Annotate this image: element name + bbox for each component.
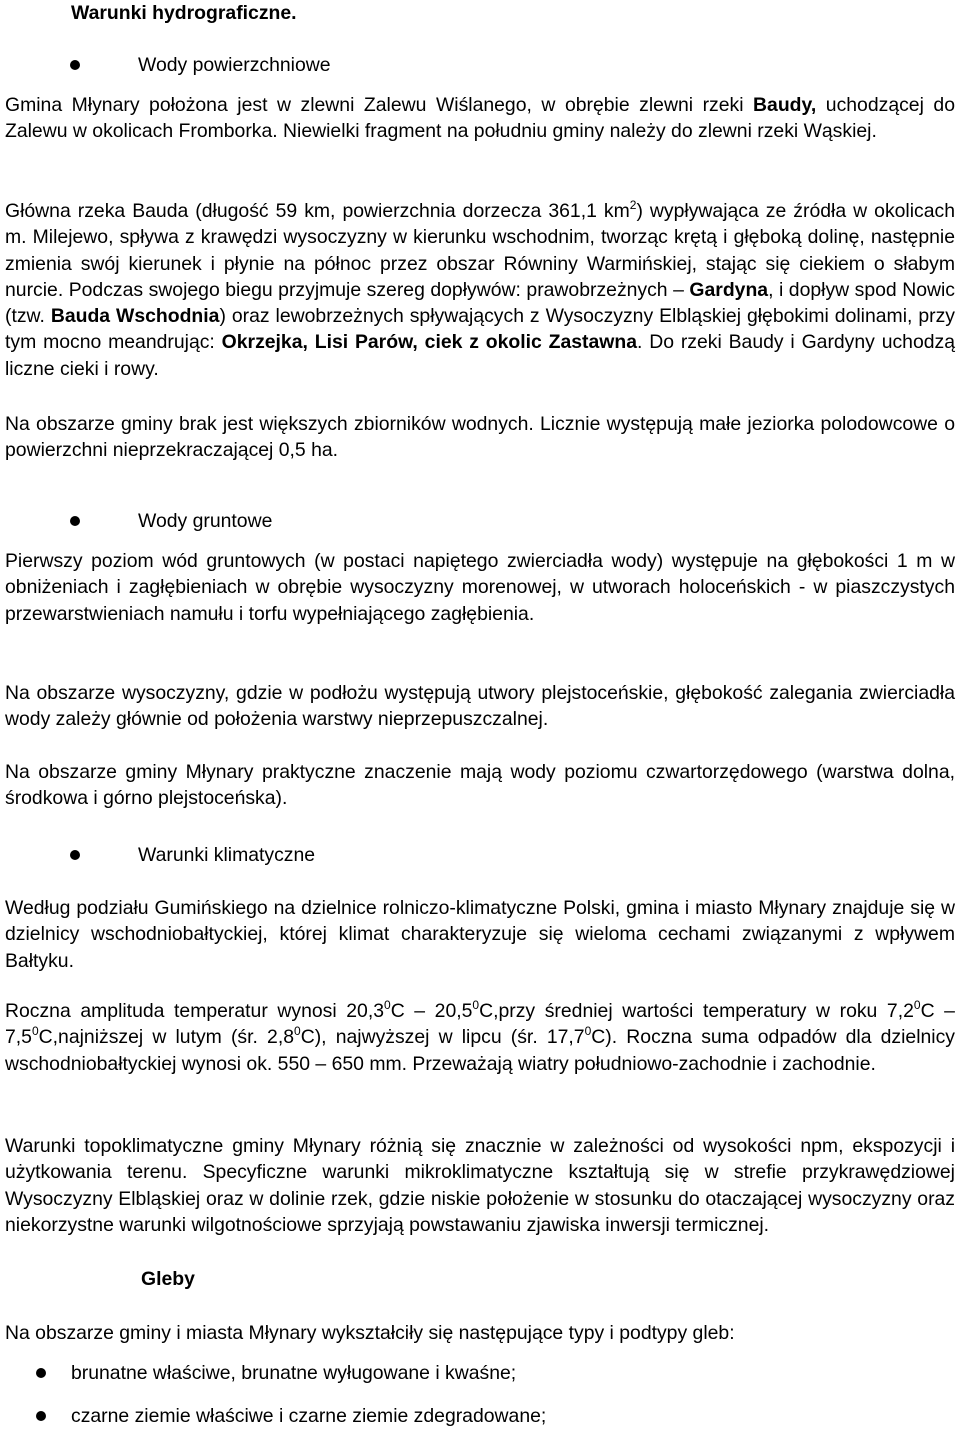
bullet-icon xyxy=(70,850,80,860)
paragraph-surface-water-3: Na obszarze gminy brak jest większych zbiorników wodnych. Licznie występują małe jeziorka polodowcowe o powierzchni nieprzekraczającej 0,5 ha. xyxy=(5,413,955,462)
paragraph-surface-water-2: Główna rzeka Bauda (długość 59 km, powierzchnia dorzecza 361,1 $km^2$) wypływająca ze źródła w okolicach m. Milejewo, spływa z krawędzi wysoczyzny w kierunku wschodnim, tworząc krętą i głęboką dolinę, następnie zmienia swój kierunek i płynie na północ przez obszar Równiny Warmińskiej, stając się ciekiem o słabym nurcie. Podczas swojego biegu przyjmuje szereg dopływów: prawobrzeżnych – Gardyna, i dopływ spod Nowic (tzw. Bauda Wschodnia) oraz lewobrzeżnych spływających z Wysoczyzny Elbląskiej głębokimi dolinami, przy tym mocno meandrując: Okrzejka, Lisi Parów, ciek z okolic Zastawna. Do rzeki Baudy i Gardyny uchodzą liczne cieki i rowy. xyxy=(5,197,956,380)
paragraph-climate-3: Warunki topoklimatyczne gminy Młynary różnią się znacznie w zależności od wysokości npm, ekspozycji i użytkowania terenu. Specyficzne warunki mikroklimatyczne kształtują się w strefie przykrawędziowej Wysoczyzny Elbląskiej oraz w dolinie rzek, gdzie niskie położenie w stosunku do otaczającej wysoczyzny oraz niekorzystne warunki wilgotnościowe sprzyjają powstawaniu zjawiska inwersji termicznej. xyxy=(5,1135,955,1236)
paragraph-climate-1: Według podziału Gumińskiego na dzielnice rolniczo-klimatyczne Polski, gmina i miasto Młynary znajduje się w dzielnicy wschodniobałtyckiej, której klimat charakteryzuje się wieloma cechami związanymi z wpływem Bałtyku. xyxy=(5,897,955,972)
paragraph-surface-water-1: Gmina Młynary położona jest w zlewni Zalewu Wiślanego, w obrębie zlewni rzeki Baudy, uchodzącej do Zalewu w okolicach Fromborka. Niewielki fragment na południu gminy należy do zlewni rzeki Wąskiej. xyxy=(5,94,955,143)
subheading-soils: Gleby xyxy=(141,1268,195,1290)
bullet-icon xyxy=(70,516,80,526)
document-page: Warunki hydrograficzne. Wody powierzchniowe Gmina Młynary położona jest w zlewni Zalewu Wiślanego, w obrębie zlewni rzeki Baudy, uchodzącej do Zalewu w okolicach Fromborka. Niewielki fragment na południu gminy należy do zlewni rzeki Wąskiej. Główna rzeka Bauda (długość 59 km, powierzchnia dorzecza 361,1 $km^2$) wypływająca ze źródła w okolicach m. Milejewo, spływa z krawędzi wysoczyzny w kierunku wschodnim, tworząc krętą i głęboką dolinę, następnie zmienia swój kierunek i płynie na północ przez obszar Równiny Warmińskiej, stając się ciekiem o słabym nurcie. Podczas swojego biegu przyjmuje szereg dopływów: prawobrzeżnych – Gardyna, i dopływ spod Nowic (tzw. Bauda Wschodnia) oraz lewobrzeżnych spływających z Wysoczyzny Elbląskiej głębokimi dolinami, przy tym mocno meandrując: Okrzejka, Lisi Parów, ciek z okolic Zastawna. Do rzeki Baudy i Gardyny uchodzą liczne cieki i rowy. Na obszarze gminy brak jest większych zbiorników wodnych. Licznie występują małe jeziorka polodowcowe o powierzchni nieprzekraczającej 0,5 ha. Wody gruntowe Pierwszy poziom wód gruntowych (w postaci napiętego zwierciadła wody) występuje na głębokości 1 m w obniżeniach i zagłębieniach w obrębie wysoczyzny morenowej, w utworach holoceńskich - w piaszczystych przewarstwieniach namułu i torfu wypełniającego zagłębienia. Na obszarze wysoczyzny, gdzie w podłożu występują utwory plejstoceńskie, głębokość zalegania zwierciadła wody zależy głównie od położenia warstwy nieprzepuszczalnej. Na obszarze gminy Młynary praktyczne znaczenie mają wody poziomu czwartorzędowego (warstwa dolna, środkowa i górno plejstoceńska). Warunki klimatyczne Według podziału Gumińskiego na dzielnice rolniczo-klimatyczne Polski, gmina i miasto Młynary znajduje się w dzielnicy wschodniobałtyckiej, której klimat charakteryzuje się wieloma cechami związanymi z wpływem Bałtyku. Roczna amplituda temperatur wynosi 20,3$^0$C – 20,5$^0$C,przy średniej wartości temperatury w roku $7,2^0C$ – $7,5^0C,najniższej$ w lutym (śr. $2,8^0C$), najwyższej w lipcu (śr. 17,7$^0$C). Roczna suma odpadów dla dzielnicy wschodniobałtyckiej wynosi ok. 550 – 650 mm. Przeważają wiatry południowo-zachodnie i zachodnie. Warunki topoklimatyczne gminy Młynary różnią się znacznie w zależności od wysokości npm, ekspozycji i użytkowania terenu. Specyficzne warunki mikroklimatyczne kształtują się w strefie przykrawędziowej Wysoczyzny Elbląskiej oraz w dolinie rzek, gdzie niskie położenie w stosunku do otaczającej wysoczyzny oraz niekorzystne warunki wilgotnościowe sprzyjają powstawaniu zjawiska inwersji termicznej. Gleby Na obszarze gminy i miasta Młynary wykształciły się następujące typy i podtypy gleb: brunatne właściwe, brunatne wyługowane i kwaśne; czarne ziemie właściwe i czarne ziemie zdegradowane; xyxy=(5,2,956,1427)
section-heading-hydrography: Warunki hydrograficzne. xyxy=(71,2,297,24)
bullet-icon xyxy=(70,60,80,70)
paragraph-ground-water-3: Na obszarze gminy Młynary praktyczne znaczenie mają wody poziomu czwartorzędowego (warstwa dolna, środkowa i górno plejstoceńska). xyxy=(5,761,955,810)
paragraph-ground-water-1: Pierwszy poziom wód gruntowych (w postaci napiętego zwierciadła wody) występuje na głębokości 1 m w obniżeniach i zagłębieniach w obrębie wysoczyzny morenowej, w utworach holoceńskich - w piaszczystych przewarstwieniach namułu i torfu wypełniającego zagłębienia. xyxy=(5,550,955,625)
bullet-icon xyxy=(36,1368,46,1378)
paragraph-climate-2: Roczna amplituda temperatur wynosi 20,3$^0$C – 20,5$^0$C,przy średniej wartości temperatury w roku $7,2^0C$ – $7,5^0C,najniższej$ w lutym (śr. $2,8^0C$), najwyższej w lipcu (śr. 17,7$^0$C). Roczna suma odpadów dla dzielnicy wschodniobałtyckiej wynosi ok. 550 – 650 mm. Przeważają wiatry południowo-zachodnie i zachodnie. xyxy=(5,997,955,1075)
paragraph-soils-intro: Na obszarze gminy i miasta Młynary wykształciły się następujące typy i podtypy gleb: xyxy=(5,1322,735,1344)
bullet-icon xyxy=(36,1411,46,1421)
paragraph-ground-water-2: Na obszarze wysoczyzny, gdzie w podłożu występują utwory plejstoceńskie, głębokość zalegania zwierciadła wody zależy głównie od położenia warstwy nieprzepuszczalnej. xyxy=(5,682,955,731)
